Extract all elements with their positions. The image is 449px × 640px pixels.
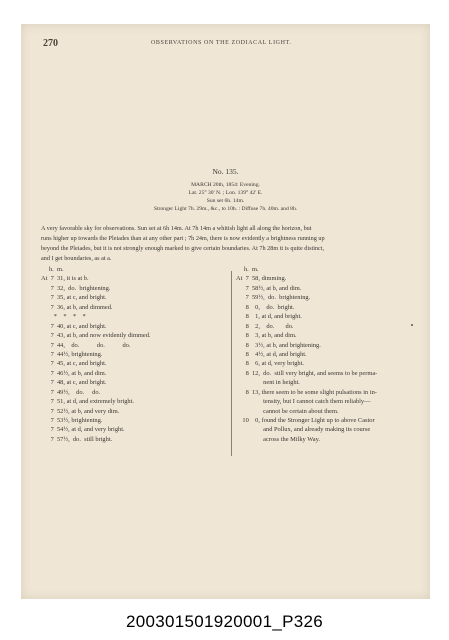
observation-line: 7 35, at c, and bright. bbox=[41, 294, 107, 302]
paragraph-line: beyond the Pleiades, but it is not strongly enough marked to give certain boundaries. At 7h 28m it is quite distinct, bbox=[41, 245, 325, 252]
observation-line: 8 3½, at b, and brightening. bbox=[236, 341, 321, 349]
entry-latlon: Lat. 25° 30' N. ; Lon. 139° 42' E. bbox=[188, 190, 263, 196]
column-divider bbox=[231, 271, 232, 456]
observation-line: 7 44, do. do. do. bbox=[41, 341, 131, 349]
image-caption: 20030150192000​1_P326 bbox=[126, 612, 323, 631]
observation-line: 7 46½, at b, and dim. bbox=[41, 369, 107, 377]
observation-line: 7 57½, do. still bright. bbox=[41, 435, 113, 443]
observation-line: 7 51, at d, and extremely bright. bbox=[41, 398, 134, 406]
page-number: 270 bbox=[43, 38, 58, 49]
observation-line: At 7 58, dimming. bbox=[236, 275, 287, 283]
observation-line: 7 59½, do. brightening. bbox=[236, 294, 311, 302]
observation-line: 10 0, found the Stronger Light up to above Castor bbox=[236, 417, 375, 424]
observation-line: 7 52½, at b, and very dim. bbox=[41, 407, 120, 415]
observation-line: 7 40, at c, and bright. bbox=[41, 322, 107, 330]
entry-number: No. 135. bbox=[212, 167, 239, 176]
observation-line: 8 0, do. bright. bbox=[236, 303, 295, 311]
paragraph-line: A very favorable sky for observations. Sun set at 6h 14m. At 7h 14m a whitish light all along the horizon, but bbox=[41, 225, 312, 232]
entry-sunset: Sun set 6h. 14m. bbox=[206, 198, 245, 204]
observation-paragraph bbox=[41, 224, 413, 264]
observation-line: 8 4½, at d, and bright. bbox=[236, 350, 307, 358]
observation-line: 7 49½, do. do. bbox=[41, 388, 101, 396]
observation-line: 8 1, at d, and bright. bbox=[236, 313, 302, 321]
running-title: OBSERVATIONS ON THE ZODIACAL LIGHT. bbox=[151, 40, 292, 46]
right-observation-column bbox=[236, 265, 416, 444]
observation-line: 7 45, at c, and bright. bbox=[41, 360, 107, 368]
observation-line: across the Milky Way. bbox=[236, 435, 320, 443]
observation-line: 7 44½, brightening. bbox=[41, 350, 103, 358]
entry-stronger-light: Stronger Light 7h. 29m., &c., to 10h. : Diffuse 7h. 40m. and 8h. bbox=[153, 206, 298, 212]
observation-line: 8 3, at b, and dim. bbox=[236, 332, 297, 340]
observation-line: 7 36, at b, and dimmed. bbox=[41, 303, 113, 311]
book-page bbox=[21, 24, 430, 599]
observation-line: h. m. bbox=[236, 266, 259, 273]
observation-line: tensity, but I cannot catch them reliably— bbox=[236, 398, 371, 406]
left-observation-column bbox=[41, 265, 236, 444]
observation-line: 8 12, do. still very bright, and seems to be perma- bbox=[236, 369, 378, 377]
observation-line: 8 6, at d, very bright. bbox=[236, 360, 304, 368]
observation-line: cannot be certain about them. bbox=[236, 407, 339, 415]
observation-line: 7 43, at b, and now evidently dimmed. bbox=[41, 332, 151, 340]
observation-line: At 7 31, it is at b. bbox=[41, 275, 89, 283]
observation-line: 7 32, do. brightening. bbox=[41, 284, 111, 292]
observation-line: nent in height. bbox=[236, 379, 300, 387]
observation-line: 7 48, at c, and bright. bbox=[41, 379, 107, 387]
observation-line: 8 13, there seem to be some slight pulsations in in- bbox=[236, 388, 377, 396]
observation-line: and Pollux, and already making its course bbox=[236, 426, 371, 434]
entry-date: MARCH 20th, 1854: Evening. bbox=[191, 182, 260, 188]
paragraph-line: and I get boundaries, as at a. bbox=[41, 255, 112, 262]
paragraph-line: runs higher up towards the Pleiades than at any other part ; 7h 24m, there is now evidently a brightness running up bbox=[41, 235, 325, 242]
observation-line: 7 54½, at d, and very bright. bbox=[41, 426, 125, 434]
observation-line: 7 58½, at b, and dim. bbox=[236, 284, 302, 292]
observation-line: 7 53½, brightening. bbox=[41, 417, 103, 424]
observation-line: 8 2, do. do. bbox=[236, 322, 294, 330]
page-speck bbox=[411, 324, 413, 326]
observation-line: h. m. bbox=[41, 266, 64, 273]
observation-line: * * * * bbox=[41, 313, 86, 321]
